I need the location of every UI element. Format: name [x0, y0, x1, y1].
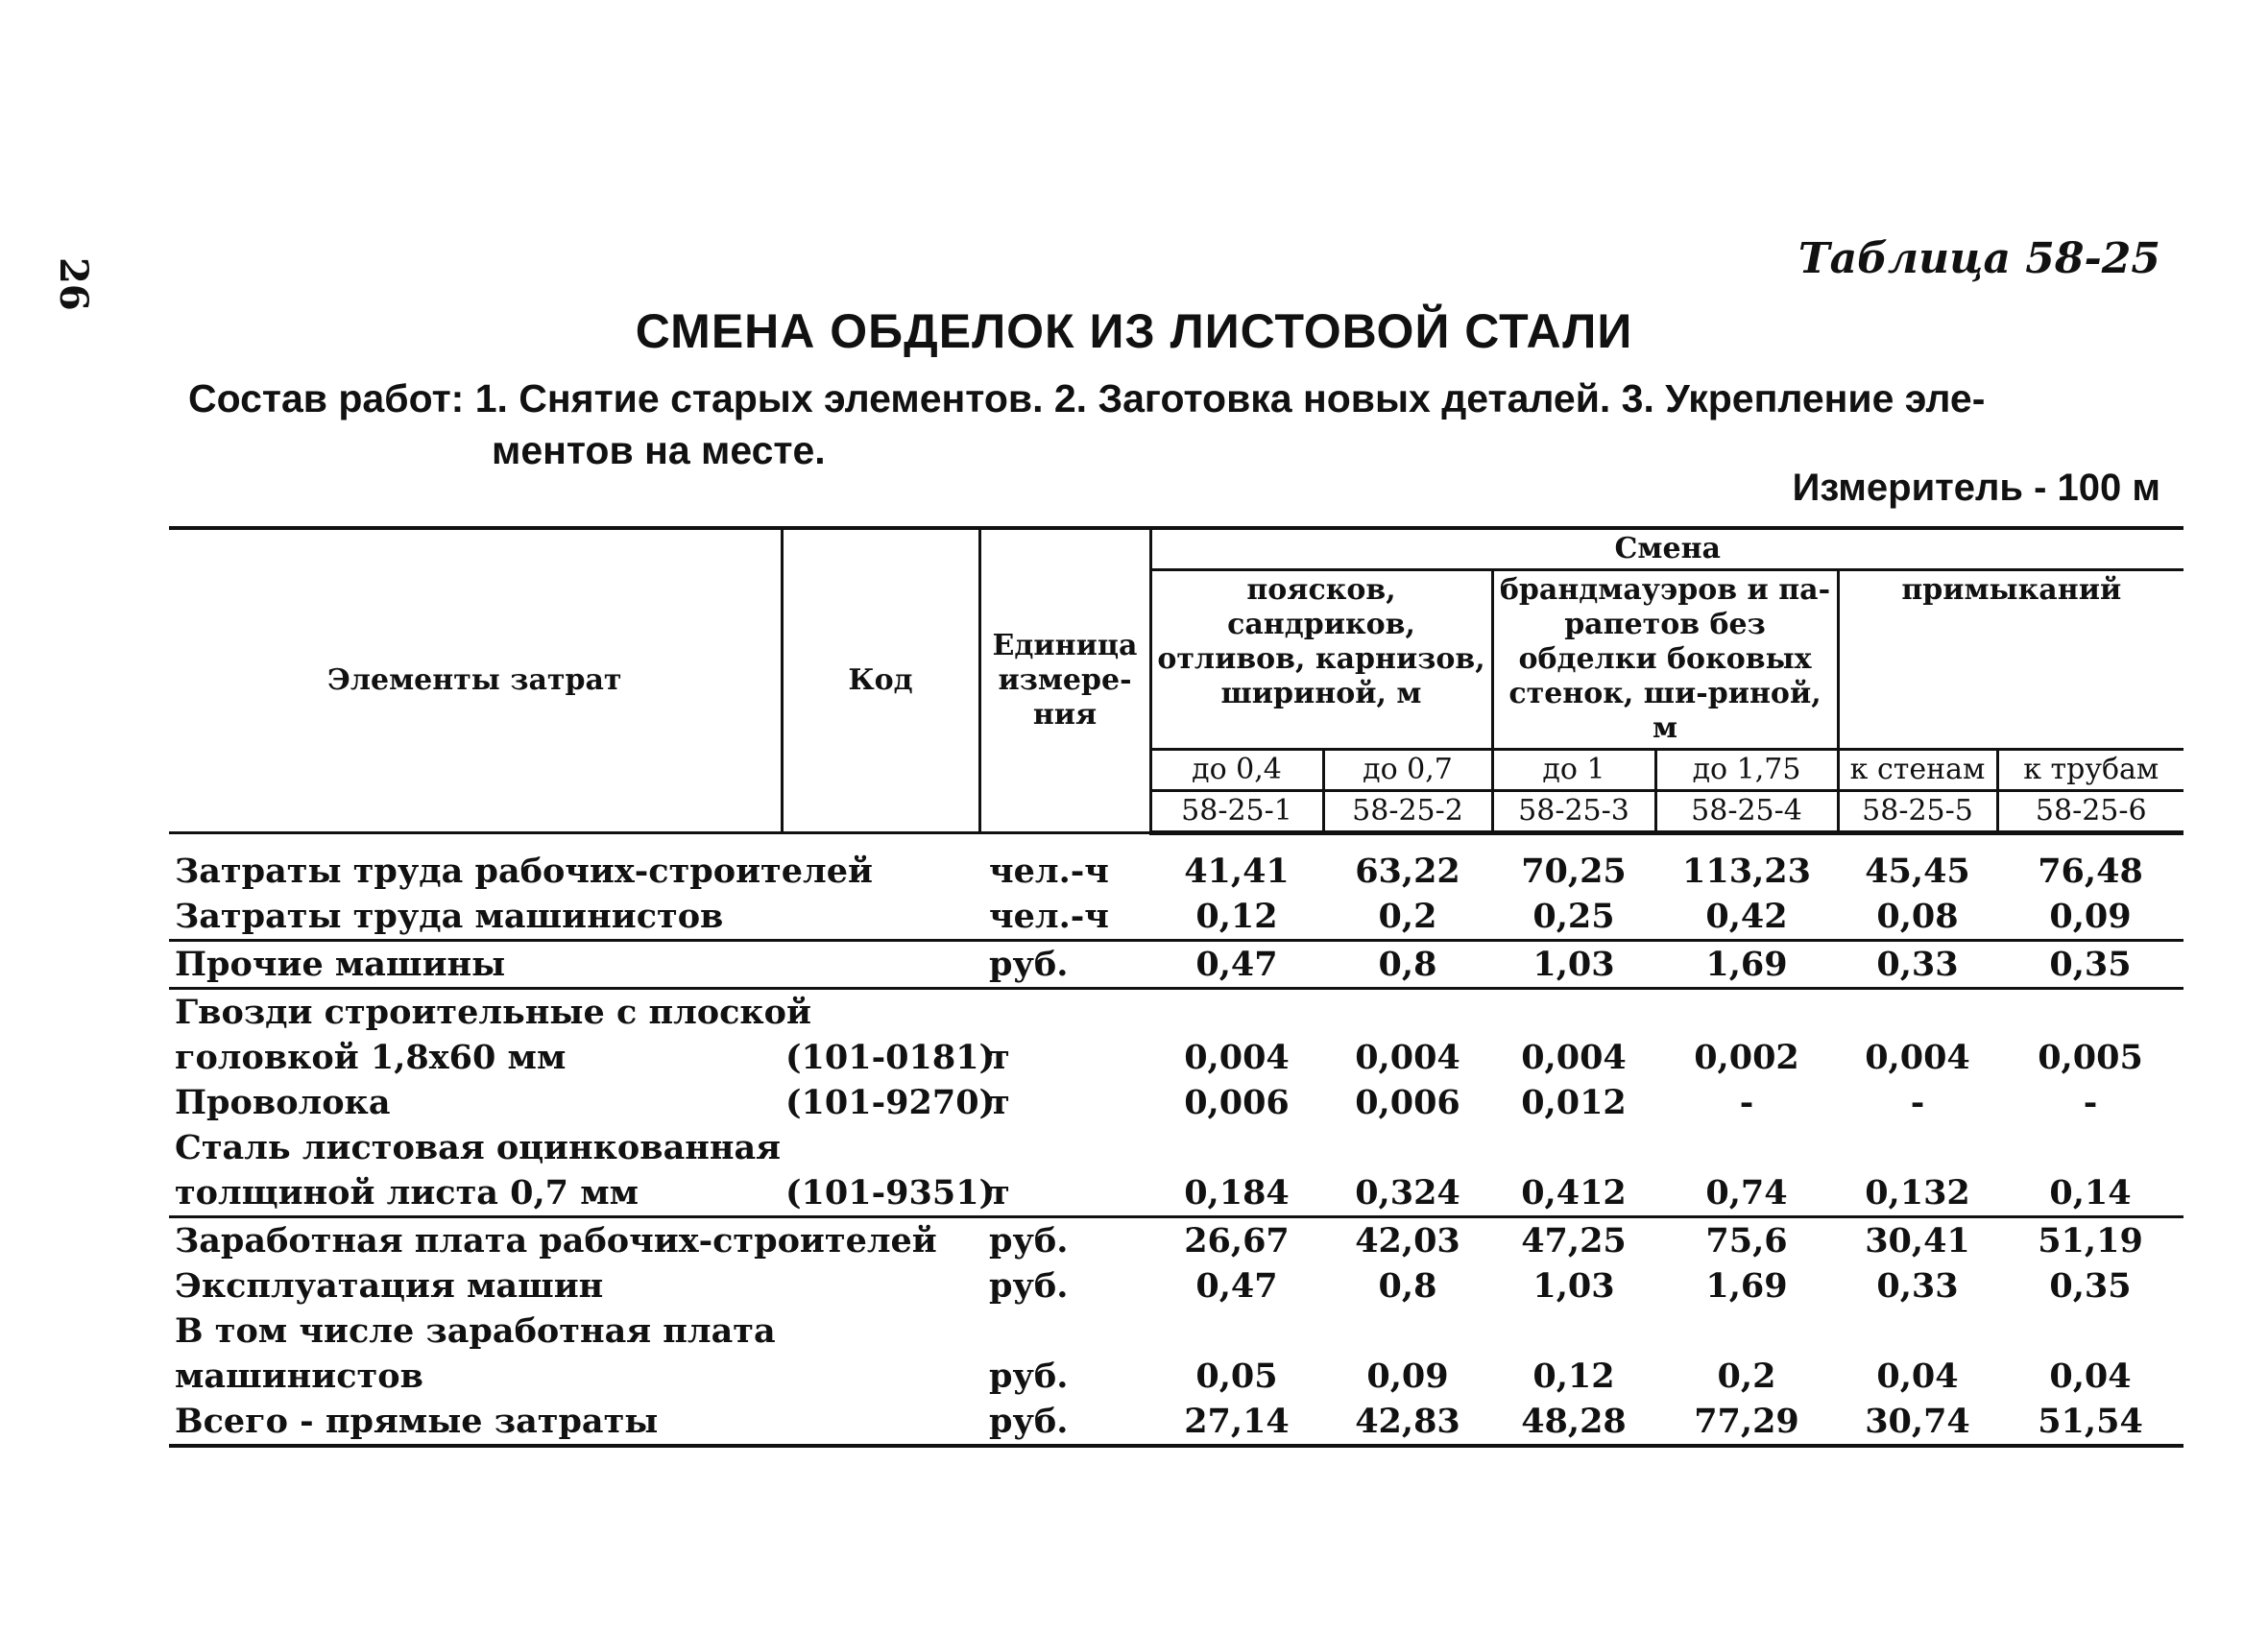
value-cell	[1655, 1125, 1838, 1170]
value-cell: 0,04	[2049, 1357, 2132, 1396]
table-header	[169, 528, 2184, 833]
value-cell	[1150, 1125, 1323, 1170]
value-cell: 0,47	[1150, 941, 1323, 989]
value-cell: 0,006	[1355, 1083, 1460, 1122]
value-cell: 1,69	[1705, 1266, 1788, 1306]
table-row	[169, 1035, 2184, 1080]
value-cell: 0,47	[1195, 1266, 1278, 1306]
table-row	[169, 1354, 2184, 1399]
value-cell: 51,19	[2038, 1221, 2143, 1261]
unit-cell: т	[989, 1038, 1010, 1077]
value-cell: 0,35	[1997, 941, 2184, 989]
unit-cell: т	[979, 1170, 1150, 1217]
code-cell	[782, 941, 979, 989]
value-cell	[1838, 1125, 1997, 1170]
value-cell	[1838, 989, 1997, 1036]
unit-cell: чел.-ч	[979, 894, 1150, 941]
value-cell: 0,12	[1532, 1357, 1615, 1396]
value-cell: 47,25	[1521, 1221, 1627, 1261]
header-code: Код	[782, 528, 979, 833]
value-cell: -	[2083, 1083, 2098, 1122]
value-cell	[1323, 1125, 1492, 1170]
unit-cell: руб.	[989, 1357, 1069, 1396]
value-cell: 0,184	[1150, 1170, 1323, 1217]
header-smena: Смена	[1150, 528, 2184, 570]
element-cell: Гвозди строительные с плоской	[175, 993, 811, 1032]
value-cell	[1997, 1125, 2184, 1170]
value-cell	[1492, 1125, 1655, 1170]
code-cell	[782, 1309, 979, 1354]
code-cell	[782, 1354, 979, 1399]
table-row	[169, 989, 2184, 1036]
element-cell: толщиной листа 0,7 мм	[169, 1170, 782, 1217]
header-elements: Элементы затрат	[169, 528, 782, 833]
value-cell: 0,33	[1838, 941, 1997, 989]
value-cell: 0,8	[1378, 1266, 1437, 1306]
value-cell: 0,09	[1366, 1357, 1449, 1396]
header-sub: до 0,7	[1323, 750, 1492, 791]
value-cell: 0,04	[1876, 1357, 1959, 1396]
value-cell	[1323, 989, 1492, 1036]
value-cell: 0,12	[1150, 894, 1323, 941]
value-cell: 45,45	[1865, 852, 1970, 891]
value-cell	[1150, 989, 1323, 1036]
header-rate-code: 58-25-3	[1492, 791, 1655, 833]
value-cell: 42,83	[1323, 1399, 1492, 1446]
code-cell	[782, 1125, 979, 1170]
value-cell: 0,42	[1655, 894, 1838, 941]
value-cell: 113,23	[1682, 852, 1811, 891]
value-cell: 0,132	[1838, 1170, 1997, 1217]
page-title: СМЕНА ОБДЕЛОК ИЗ ЛИСТОВОЙ СТАЛИ	[635, 304, 1633, 358]
value-cell: 27,14	[1150, 1399, 1323, 1446]
element-cell: головкой 1,8х60 мм	[175, 1038, 567, 1077]
value-cell: 48,28	[1492, 1399, 1655, 1446]
header-sub: до 1	[1492, 750, 1655, 791]
page-number: 26	[51, 257, 96, 311]
value-cell	[1997, 1309, 2184, 1354]
composition-line-2: ментов на месте.	[492, 428, 826, 472]
table-number: Таблица 58-25	[1798, 234, 2160, 283]
value-cell: 0,004	[1355, 1038, 1460, 1077]
code-cell	[782, 1399, 979, 1446]
code-cell: (101-9270)	[785, 1083, 996, 1122]
header-rate-code: 58-25-4	[1655, 791, 1838, 833]
element-cell: Заработная плата рабочих-строителей	[175, 1221, 937, 1261]
code-cell: (101-9351)	[782, 1170, 979, 1217]
header-rate-code: 58-25-6	[1997, 791, 2184, 833]
value-cell: 0,412	[1492, 1170, 1655, 1217]
element-cell: Затраты труда рабочих-строителей	[175, 851, 873, 891]
value-cell: 70,25	[1521, 852, 1627, 891]
element-cell: Проволока	[175, 1083, 391, 1122]
value-cell: 0,09	[1997, 894, 2184, 941]
value-cell: 0,004	[1865, 1038, 1970, 1077]
header-group-junctions: примыканий	[1838, 570, 2184, 750]
table-row	[169, 1309, 2184, 1354]
value-cell: 0,25	[1492, 894, 1655, 941]
value-cell: 0,14	[1997, 1170, 2184, 1217]
unit-cell	[979, 1125, 1150, 1170]
header-group-belts: поясков, сандриков, отливов, карнизов, шириной, м	[1150, 570, 1492, 750]
value-cell: -	[1910, 1083, 1925, 1122]
value-cell: 30,41	[1865, 1221, 1970, 1261]
value-cell: 77,29	[1655, 1399, 1838, 1446]
table-row	[169, 1217, 2184, 1264]
table-row	[169, 833, 2184, 895]
value-cell: 1,69	[1655, 941, 1838, 989]
value-cell: 0,35	[2049, 1266, 2132, 1306]
element-cell: Прочие машины	[169, 941, 782, 989]
header-rate-code: 58-25-2	[1323, 791, 1492, 833]
value-cell: 63,22	[1355, 852, 1460, 891]
table-row	[169, 894, 2184, 941]
composition-line-1: Состав работ: 1. Снятие старых элементов. 2. Заготовка новых деталей. 3. Укрепление эле-	[188, 376, 1986, 420]
value-cell: -	[1739, 1083, 1754, 1122]
element-cell: Сталь листовая оцинкованная	[175, 1128, 782, 1167]
value-cell	[1655, 989, 1838, 1036]
unit-cell: т	[989, 1083, 1010, 1122]
header-unit: Единица измере-ния	[979, 528, 1150, 833]
element-cell: В том числе заработная плата	[175, 1311, 776, 1351]
unit-cell	[979, 989, 1150, 1036]
table-row	[169, 1399, 2184, 1446]
value-cell: 51,54	[1997, 1399, 2184, 1446]
value-cell: 1,03	[1492, 941, 1655, 989]
code-cell	[782, 1263, 979, 1309]
value-cell	[1492, 989, 1655, 1036]
value-cell	[1150, 1309, 1323, 1354]
value-cell: 75,6	[1705, 1221, 1788, 1261]
value-cell: 0,005	[2038, 1038, 2143, 1077]
header-rate-code: 58-25-1	[1150, 791, 1323, 833]
element-cell: Эксплуатация машин	[175, 1266, 604, 1306]
value-cell: 0,8	[1323, 941, 1492, 989]
value-cell: 0,012	[1521, 1083, 1627, 1122]
header-sub: до 0,4	[1150, 750, 1323, 791]
table-row	[169, 1125, 2184, 1170]
table-row	[169, 1170, 2184, 1217]
value-cell: 0,006	[1184, 1083, 1290, 1122]
header-sub: до 1,75	[1655, 750, 1838, 791]
value-cell: 0,004	[1184, 1038, 1290, 1077]
table-row	[169, 941, 2184, 989]
value-cell	[1323, 1309, 1492, 1354]
measure-unit: Измеритель - 100 м	[1792, 467, 2160, 509]
header-group-firewalls: брандмауэров и па-рапетов без обделки боковых стенок, ши-риной, м	[1492, 570, 1838, 750]
value-cell: 0,08	[1838, 894, 1997, 941]
element-cell: Всего - прямые затраты	[169, 1399, 782, 1446]
value-cell: 76,48	[2038, 852, 2143, 891]
value-cell: 0,2	[1717, 1357, 1776, 1396]
element-cell: Затраты труда машинистов	[169, 894, 782, 941]
value-cell: 1,03	[1532, 1266, 1615, 1306]
header-sub: к трубам	[1997, 750, 2184, 791]
unit-cell: руб.	[989, 1266, 1069, 1306]
value-cell	[1997, 989, 2184, 1036]
value-cell: 0,324	[1323, 1170, 1492, 1217]
value-cell: 0,004	[1521, 1038, 1627, 1077]
code-cell	[782, 894, 979, 941]
value-cell: 42,03	[1355, 1221, 1460, 1261]
table-row	[169, 1080, 2184, 1125]
value-cell: 0,002	[1694, 1038, 1799, 1077]
unit-cell: чел.-ч	[989, 851, 1109, 891]
table-row	[169, 1263, 2184, 1309]
value-cell: 0,74	[1655, 1170, 1838, 1217]
header-rate-code: 58-25-5	[1838, 791, 1997, 833]
unit-cell: руб.	[979, 941, 1150, 989]
cost-table	[169, 526, 2184, 1448]
value-cell	[1492, 1309, 1655, 1354]
header-sub: к стенам	[1838, 750, 1997, 791]
value-cell: 26,67	[1184, 1221, 1290, 1261]
value-cell: 0,33	[1876, 1266, 1959, 1306]
unit-cell	[979, 1309, 1150, 1354]
value-cell: 0,2	[1323, 894, 1492, 941]
value-cell	[1655, 1309, 1838, 1354]
value-cell: 41,41	[1184, 852, 1290, 891]
work-composition	[188, 372, 2147, 476]
code-cell: (101-0181)	[785, 1038, 996, 1077]
unit-cell: руб.	[989, 1221, 1069, 1261]
unit-cell: руб.	[979, 1399, 1150, 1446]
value-cell: 0,05	[1195, 1357, 1278, 1396]
element-cell: машинистов	[175, 1357, 423, 1396]
value-cell	[1838, 1309, 1997, 1354]
table-body	[169, 833, 2184, 1447]
value-cell: 30,74	[1838, 1399, 1997, 1446]
